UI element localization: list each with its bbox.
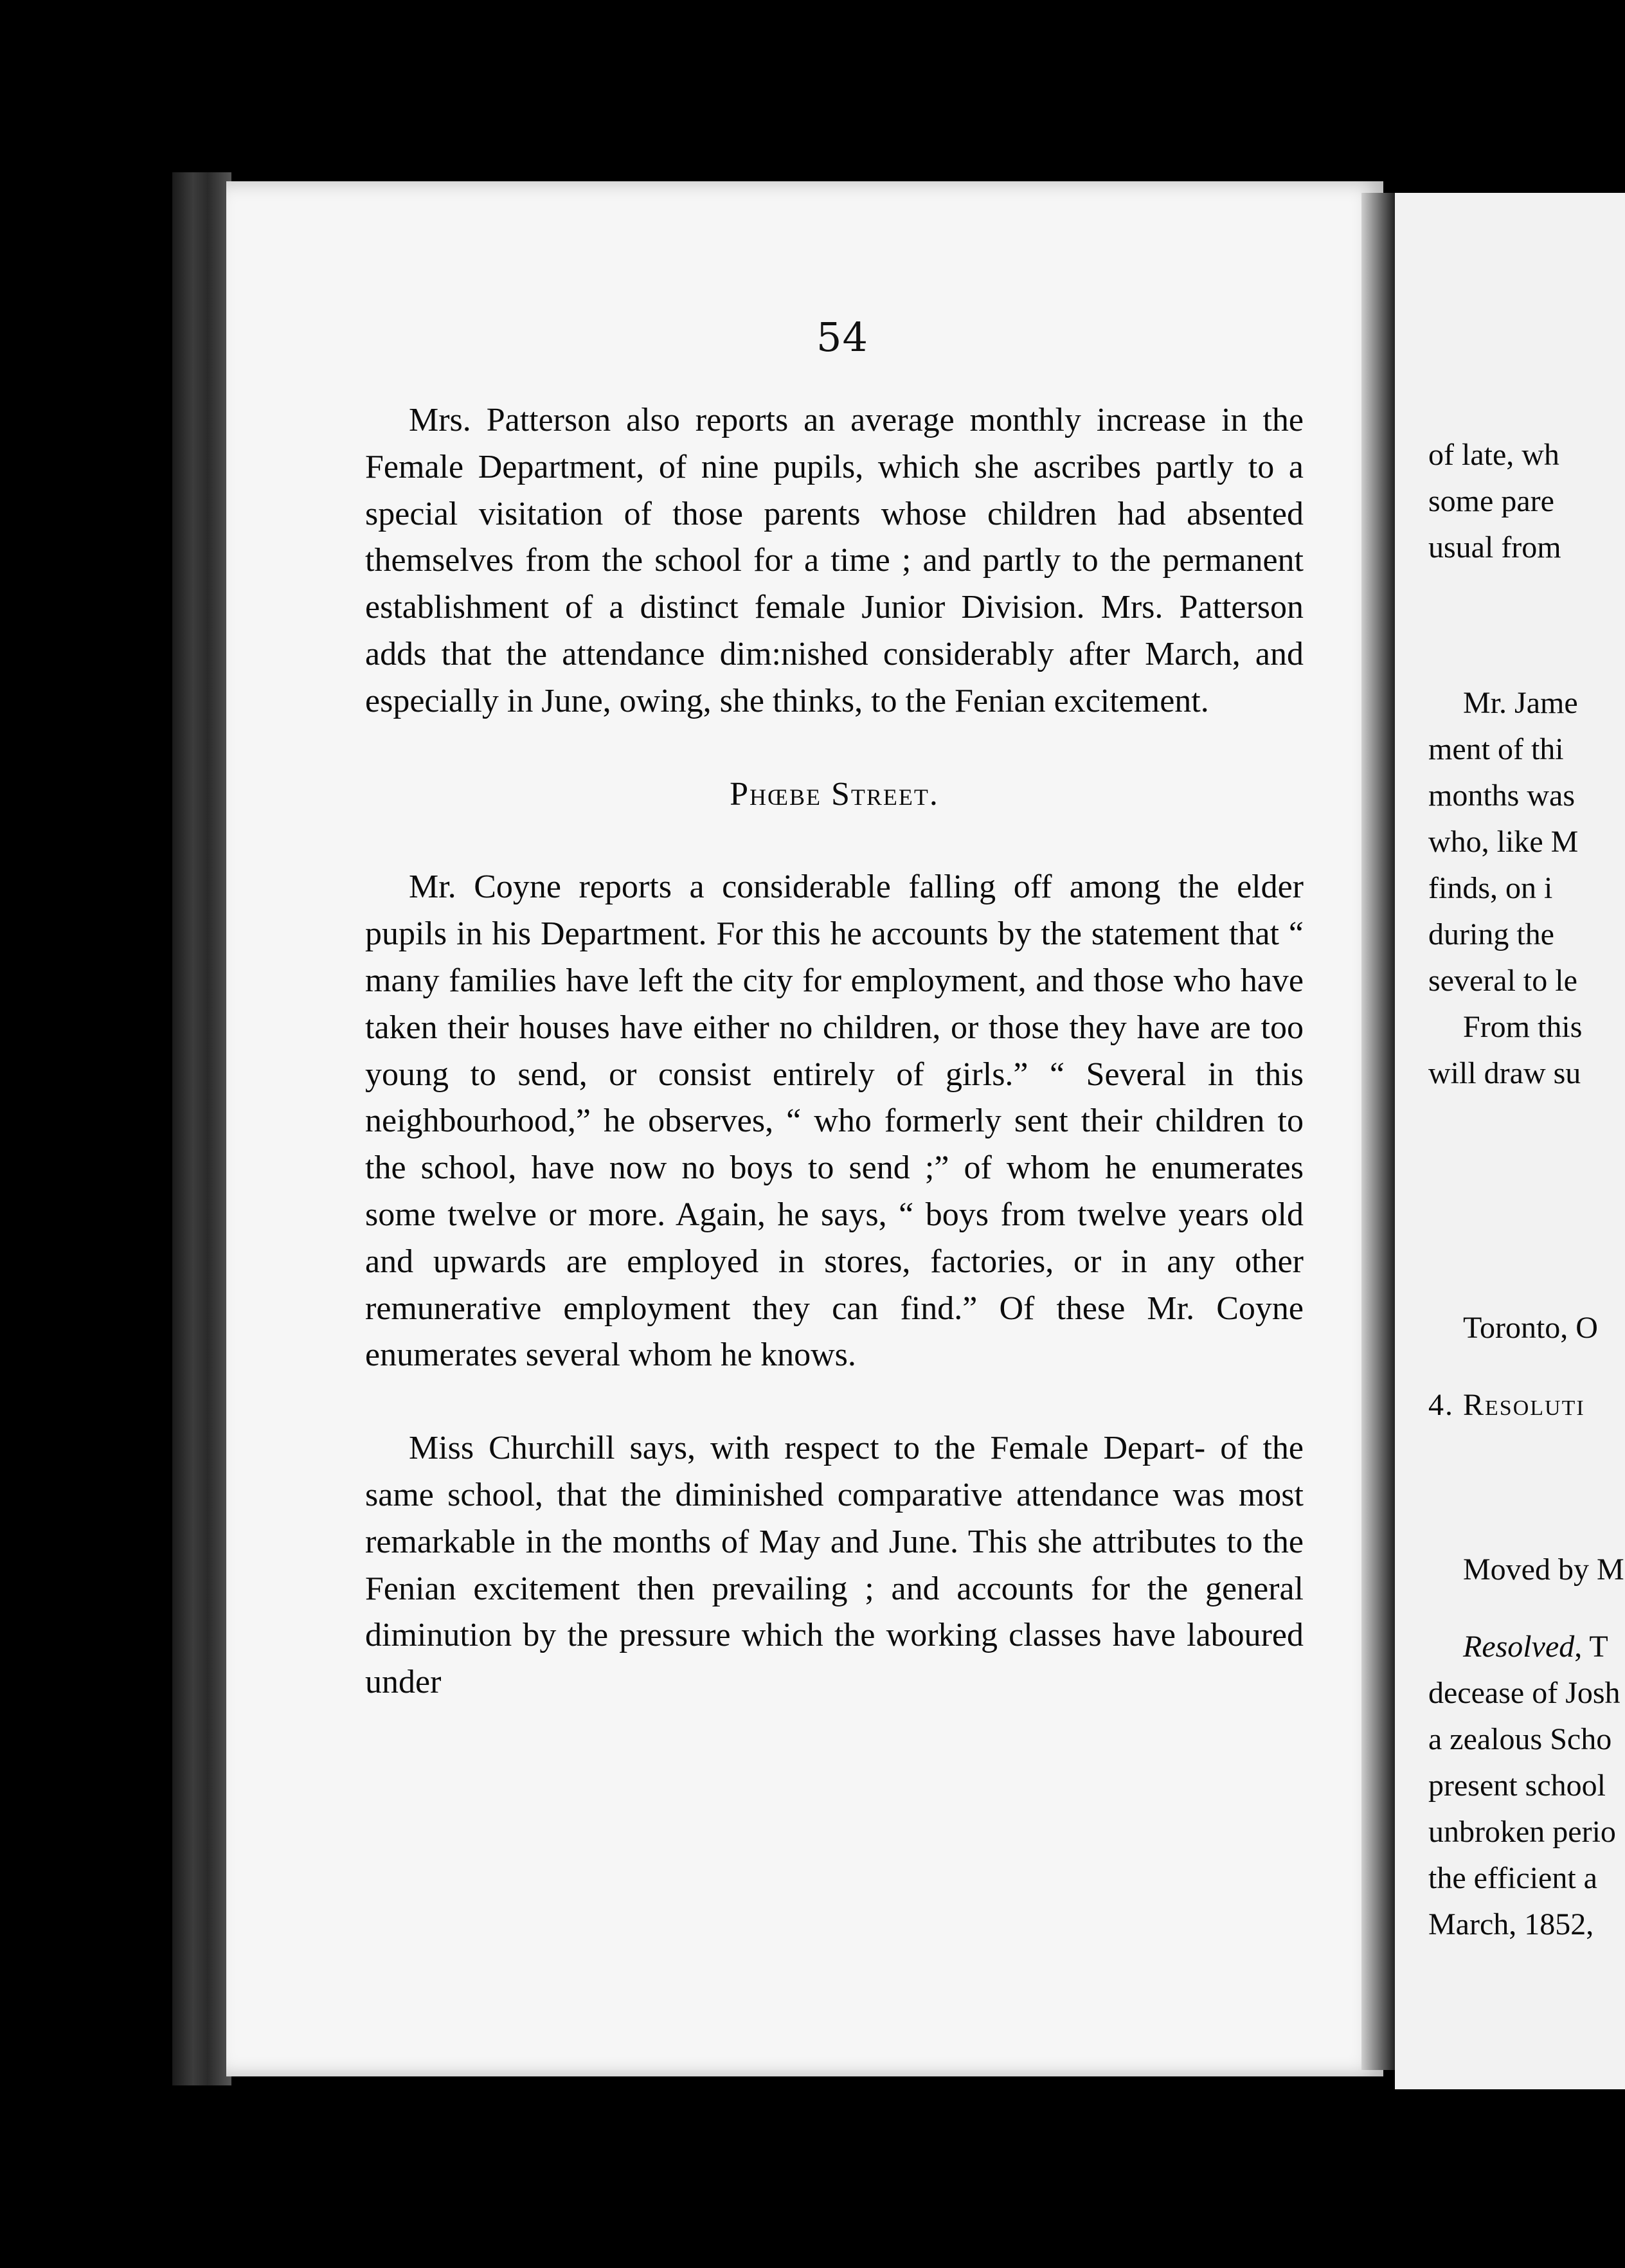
right-line: 4. Resoluti (1428, 1388, 1585, 1422)
right-page-toronto (1428, 1305, 1625, 1351)
right-line: From this (1463, 1010, 1583, 1044)
resolved-rest: , T (1574, 1630, 1608, 1664)
book-spine (172, 172, 231, 2085)
right-line: unbroken perio (1428, 1815, 1616, 1849)
right-line: Mr. Jame (1463, 686, 1578, 720)
right-line: some pare (1428, 484, 1554, 518)
right-page-resolution (1428, 1382, 1625, 1428)
right-page-text-middle (1428, 680, 1625, 1097)
right-line: of late, wh (1428, 438, 1559, 472)
right-line: finds, on i (1428, 871, 1553, 905)
right-line: months was (1428, 779, 1575, 813)
right-page-moved (1428, 1547, 1625, 1593)
right-line: ment of thi (1428, 732, 1564, 766)
right-line: who, like M (1428, 825, 1579, 859)
right-line: Toronto, O (1463, 1311, 1598, 1345)
paragraph-patterson: Mrs. Patterson also reports an average monthly increase in the Female Department, of nine pupils, which she ascribes partly to a special visitation of those parents whose children had absented themselves from the school for a time ; and partly to the permanent establishment of a distinct female Junior Division. Mrs. Patterson adds that the attendance dim:nished considerably after March, and especially in June, owing, she thinks, to the Fenian excitement. (365, 402, 1304, 719)
page-gutter (1361, 193, 1396, 2070)
right-page-resolved (1428, 1624, 1625, 1948)
right-line: a zealous Scho (1428, 1722, 1612, 1756)
right-line: will draw su (1428, 1056, 1581, 1090)
paragraph-coyne: Mr. Coyne reports a considerable falling off among the elder pupils in his Department. For this he accounts by the statement that “ many families have left the city for employment, and those who have taken their houses have either no children, or those they have are too young to send, or consist entirely of girls.” “ Several in this neighbourhood,” he observes, “ who formerly sent their children to the school, have now no boys to send ;” of whom he enumerates some twelve or more. Again, he says, “ boys from twelve years old and upwards are employed in stores, factories, or in any other remunerative employment they can find.” Of these Mr. Coyne enumerates several whom he knows. (365, 869, 1304, 1374)
page-number: 54 (816, 314, 868, 361)
resolved-word: Resolved (1463, 1630, 1575, 1664)
right-line: several to le (1428, 964, 1577, 998)
right-line: March, 1852, (1428, 1907, 1594, 1941)
right-line: decease of Josh (1428, 1676, 1621, 1710)
main-text (365, 397, 1304, 1706)
right-line: Moved by M (1463, 1553, 1624, 1587)
right-line: present school (1428, 1769, 1606, 1803)
right-line: usual from (1428, 530, 1561, 564)
right-line (1428, 1624, 1625, 1670)
right-line: the efficient a (1428, 1861, 1597, 1895)
right-line: during the (1428, 917, 1554, 951)
section-heading: Phœbe Street. (730, 775, 939, 813)
right-page-text-top (1428, 432, 1625, 571)
paragraph-churchill: Miss Churchill says, with respect to the Female Depart- of the same school, that the diminished comparative attendance was most remarkable in the months of May and June. This she attributes to the Fenian excitement then prevailing ; and accounts for the general diminution by the pressure which the working classes have laboured under (365, 1430, 1304, 1701)
